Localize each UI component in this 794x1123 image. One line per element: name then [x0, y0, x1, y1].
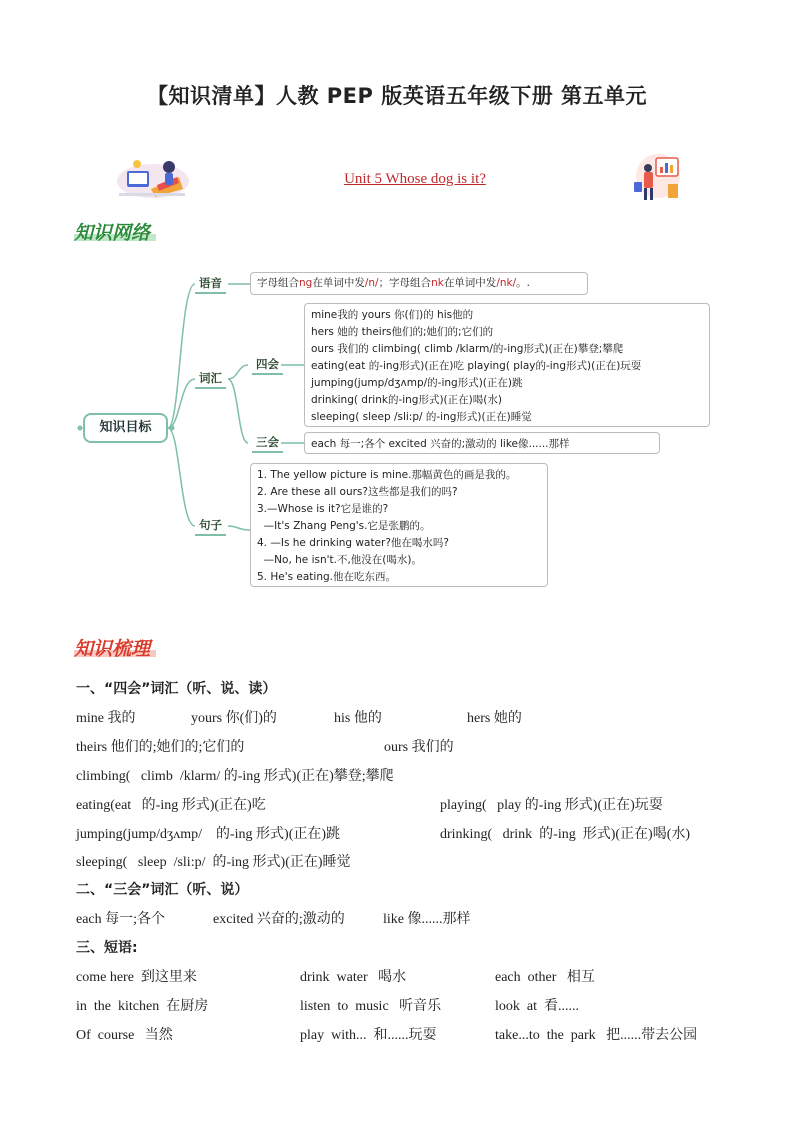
- sentences-box: [250, 463, 548, 587]
- sentence-line: 3.—Whose is it?它是谁的?: [257, 503, 389, 515]
- vocab-four-line: drinking( drink的-ing形式)(正在)喝(水): [311, 394, 502, 406]
- vocab-four-line: ours 我们的 climbing( climb /klarm/的-ing形式)(正在)攀登;攀爬: [311, 343, 624, 355]
- vocab-item: ours 我们的: [384, 740, 454, 755]
- vocab-item: jumping(jump/dʒʌmp/ 的-ing 形式)(正在)跳: [76, 827, 341, 842]
- sentence-line: 2. Are these all ours?这些都是我们的吗?: [257, 486, 458, 498]
- sec2-heading: 二、“三会”词汇（听、说）: [76, 882, 249, 898]
- phrase-item: listen to music 听音乐: [300, 999, 442, 1014]
- branch-pronunciation: 语音: [195, 275, 226, 294]
- rule-text: 字母组合: [257, 277, 299, 289]
- branch-vocab: 词汇: [195, 370, 226, 389]
- vocab-four-line: eating(eat 的-ing形式)(正在)吃 playing( play的-ing形式)(正在)玩耍: [311, 360, 642, 372]
- phrase-item: each other 相互: [495, 970, 595, 985]
- document-title: 【知识清单】人教 PEP 版英语五年级下册 第五单元: [146, 84, 648, 108]
- rule-text: 。.: [516, 277, 530, 289]
- sentence-line: 4. —Is he drinking water?他在喝水吗?: [257, 537, 449, 549]
- rule-nk: nk: [431, 277, 444, 289]
- phrase-item: take...to the park 把......带去公园: [495, 1028, 698, 1043]
- unit-title: Unit 5 Whose dog is it?: [344, 171, 486, 187]
- section-heading-sorting: 知识梳理: [74, 638, 151, 660]
- vocab-item: drinking( drink 的-ing 形式)(正在)喝(水): [440, 827, 691, 842]
- rule-ng: ng: [299, 277, 313, 289]
- rule-text: ；字母组合: [378, 277, 432, 289]
- phrase-item: play with... 和......玩耍: [300, 1028, 437, 1043]
- vocab-item: hers 她的: [467, 711, 522, 726]
- vocab-item: sleeping( sleep /sli:p/ 的-ing 形式)(正在)睡觉: [76, 855, 351, 870]
- vocab-four-box: [304, 303, 710, 427]
- sec1-heading: 一、“四会”词汇（听、说、读）: [76, 681, 277, 697]
- branch-vocab-four: 四会: [252, 356, 283, 375]
- vocab-item: theirs 他们的;她们的;它们的: [76, 740, 245, 755]
- vocab-four-line: jumping(jump/dʒʌmp/的-ing形式)(正在)跳: [311, 377, 523, 389]
- vocab-item: eating(eat 的-ing 形式)(正在)吃: [76, 798, 266, 813]
- rule-text: 在单词中发: [312, 277, 365, 289]
- vocab-three-box: [304, 432, 660, 454]
- phrase-item: in the kitchen 在厨房: [76, 999, 209, 1014]
- sec3-heading: 三、短语:: [76, 940, 138, 956]
- section-heading-network: 知识网络: [74, 222, 151, 244]
- phrase-item: drink water 喝水: [300, 970, 407, 985]
- vocab-item: playing( play 的-ing 形式)(正在)玩耍: [440, 798, 663, 813]
- rule-text: 在单词中发: [443, 277, 497, 289]
- vocab-item: yours 你(们)的: [191, 711, 277, 726]
- vocab-item: his 他的: [334, 711, 382, 726]
- vocab-item: excited 兴奋的;激动的: [213, 912, 345, 927]
- rule-nk-sound: /nk/: [496, 277, 517, 289]
- rule-ng-sound: /n/: [364, 277, 379, 289]
- phrase-item: look at 看......: [495, 999, 579, 1014]
- vocab-four-line: sleeping( sleep /sli:p/ 的-ing形式)(正在)睡觉: [311, 411, 532, 423]
- vocab-four-line: hers 她的 theirs他们的;她们的;它们的: [311, 326, 494, 338]
- sentence-line: 1. The yellow picture is mine.那幅黄色的画是我的。: [257, 469, 517, 481]
- mindmap-root-node: 知识目标: [83, 413, 168, 443]
- sentence-line: —No, he isn't.不,他没在(喝水)。: [257, 554, 422, 566]
- branch-vocab-three: 三会: [252, 434, 283, 453]
- phrase-item: come here 到这里来: [76, 970, 197, 985]
- vocab-item: each 每一;各个: [76, 912, 166, 927]
- pronunciation-box: [250, 272, 588, 295]
- phrase-item: Of course 当然: [76, 1028, 173, 1043]
- branch-sentences: 句子: [195, 517, 226, 536]
- vocab-item: mine 我的: [76, 711, 136, 726]
- vocab-four-line: mine我的 yours 你(们)的 his他的: [311, 309, 474, 321]
- sentence-line: —It's Zhang Peng's.它是张鹏的。: [257, 520, 431, 532]
- vocab-item: climbing( climb /klarm/ 的-ing 形式)(正在)攀登;攀爬: [76, 769, 394, 784]
- vocab-three-line: each 每一;各个 excited 兴奋的;激动的 like像......那样: [311, 438, 570, 450]
- sentence-line: 5. He's eating.他在吃东西。: [257, 571, 396, 583]
- vocab-item: like 像......那样: [383, 912, 471, 927]
